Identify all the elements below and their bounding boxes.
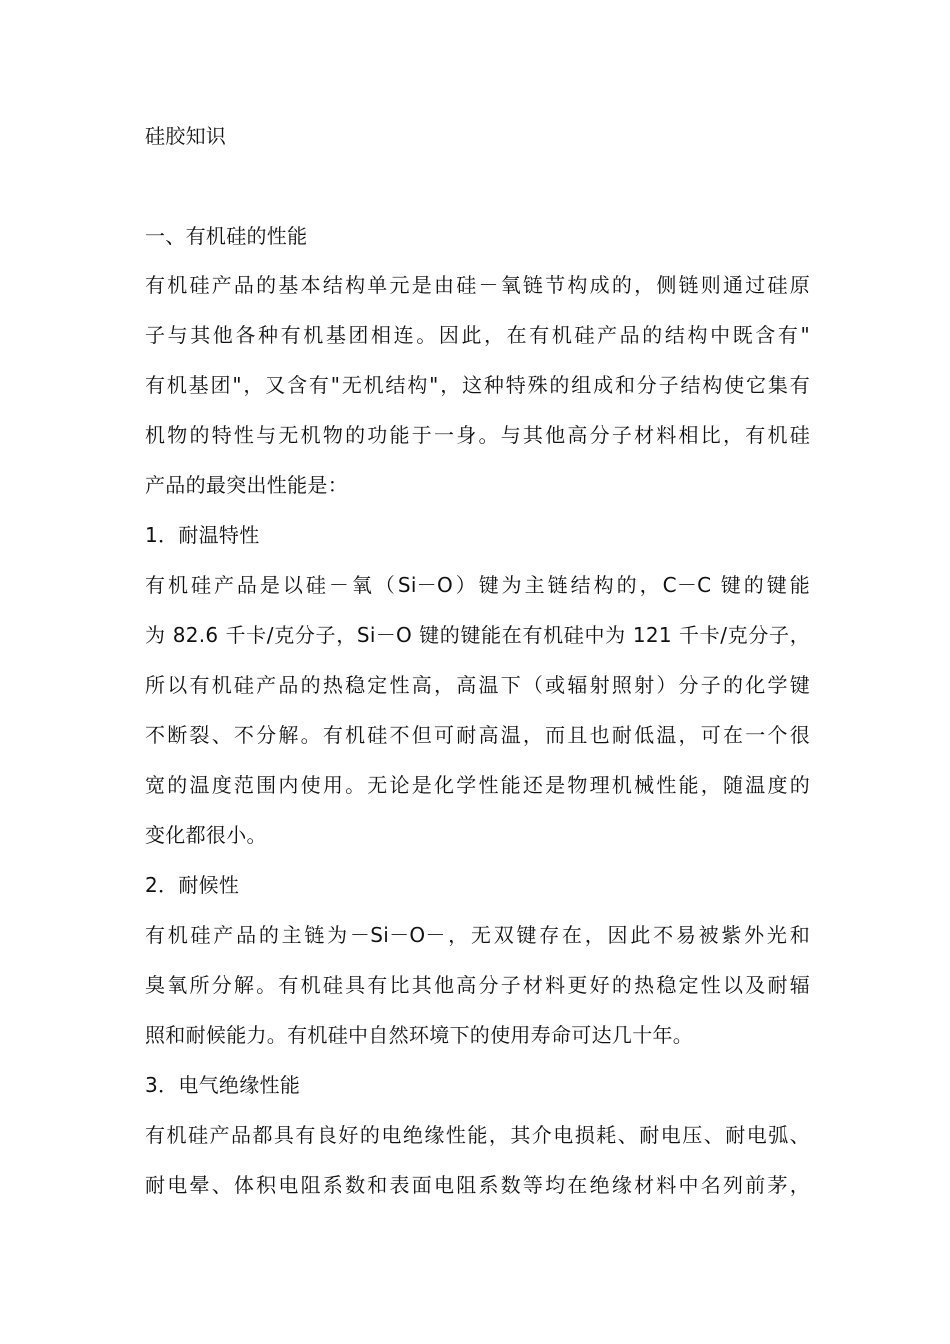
paragraph-line: 臭氧所分解。有机硅具有比其他高分子材料更好的热稳定性以及耐辐: [145, 973, 810, 997]
paragraph-line: 所以有机硅产品的热稳定性高，高温下（或辐射照射）分子的化学键: [145, 673, 810, 697]
subsection-heading: 1．耐温特性: [145, 523, 260, 547]
subsection-heading: 2．耐候性: [145, 873, 240, 897]
paragraph-line: 宽的温度范围内使用。无论是化学性能还是物理机械性能，随温度的: [145, 773, 810, 797]
paragraph-line: 为 82.6 千卡/克分子，Si－O 键的键能在有机硅中为 121 千卡/克分子，: [145, 623, 810, 647]
paragraph-line: 耐电晕、体积电阻系数和表面电阻系数等均在绝缘材料中名列前茅，: [145, 1173, 810, 1197]
paragraph-line: 有机硅产品的主链为－Si－O－，无双键存在，因此不易被紫外光和: [145, 923, 810, 947]
paragraph-line: 照和耐候能力。有机硅中自然环境下的使用寿命可达几十年。: [145, 1023, 694, 1047]
paragraph-line: 有机硅产品是以硅－氧（Si－O）键为主链结构的，C－C 键的键能: [145, 573, 810, 597]
paragraph-line: 子与其他各种有机基团相连。因此，在有机硅产品的结构中既含有": [145, 323, 810, 347]
subsection-heading: 3．电气绝缘性能: [145, 1073, 301, 1097]
document-title: 硅胶知识: [145, 124, 227, 148]
paragraph-line: 不断裂、不分解。有机硅不但可耐高温，而且也耐低温，可在一个很: [145, 723, 810, 747]
paragraph-line: 产品的最突出性能是：: [145, 473, 348, 497]
paragraph-line: 变化都很小。: [145, 823, 267, 847]
paragraph-line: 机物的特性与无机物的功能于一身。与其他高分子材料相比，有机硅: [145, 423, 810, 447]
paragraph-line: 有机硅产品的基本结构单元是由硅－氧链节构成的，侧链则通过硅原: [145, 273, 810, 297]
paragraph-line: 有机硅产品都具有良好的电绝缘性能，其介电损耗、耐电压、耐电弧、: [145, 1123, 810, 1147]
paragraph-line: 有机基团"，又含有"无机结构"，这种特殊的组成和分子结构使它集有: [145, 373, 810, 397]
section-heading: 一、有机硅的性能: [145, 224, 308, 248]
